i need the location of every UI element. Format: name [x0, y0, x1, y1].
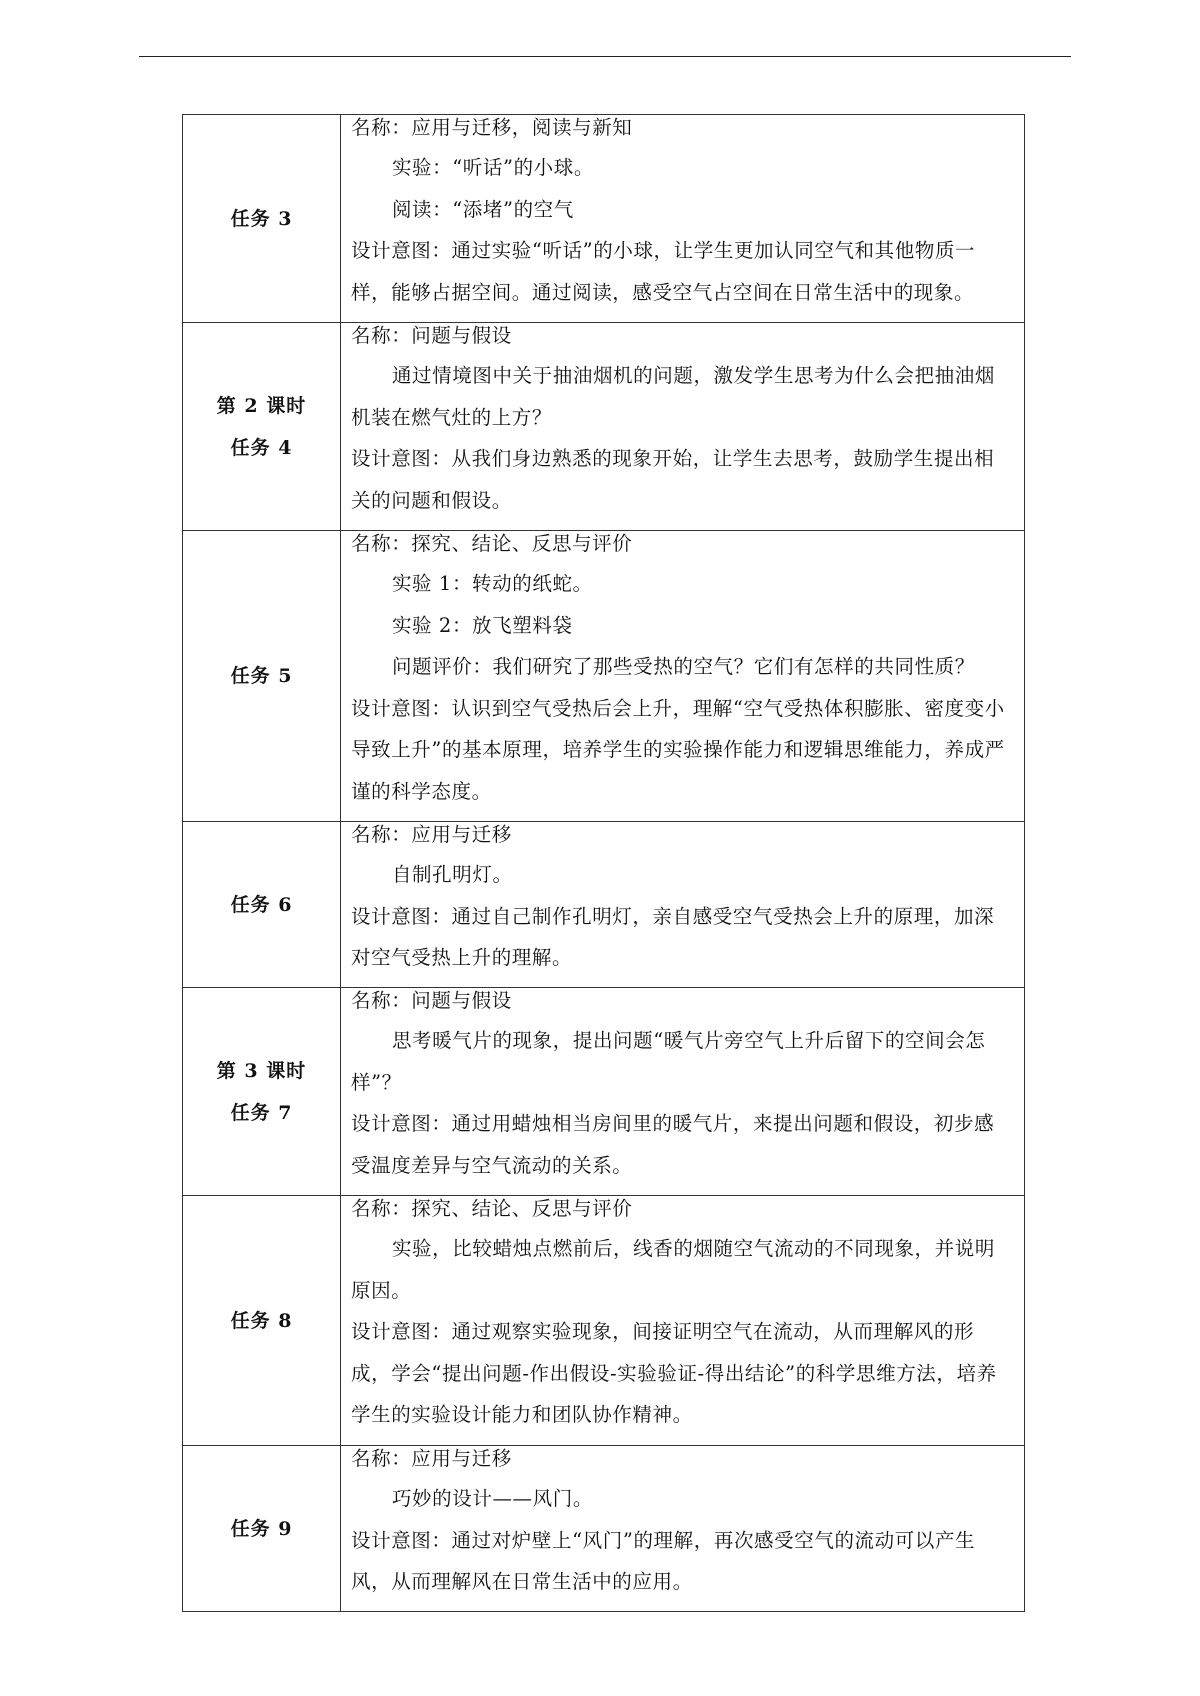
task-name: 名称：应用与迁移，阅读与新知 [351, 116, 633, 139]
task-label: 任务 6 [230, 893, 293, 916]
task-name: 名称：探究、结论、反思与评价 [351, 532, 633, 555]
lesson-task-table [182, 114, 1025, 1612]
task-content-cell [341, 822, 1025, 988]
task-paragraph: 实验：“听话”的小球。 [391, 156, 594, 179]
design-intent: 设计意图：通过用蜡烛相当房间里的暖气片，来提出问题和假设，初步感受温度差异与空气流动的关系。 [351, 1112, 995, 1177]
task-label-cell [183, 1196, 341, 1446]
task-name: 名称：应用与迁移 [351, 1447, 512, 1470]
task-paragraph: 自制孔明灯。 [391, 863, 513, 886]
task-paragraph: 实验 2：放飞塑料袋 [391, 613, 573, 637]
task-content-cell [341, 115, 1025, 323]
task-content-cell [341, 531, 1025, 822]
table-row [183, 822, 1025, 988]
task-name: 名称：应用与迁移 [351, 823, 512, 846]
task-content-cell [341, 1446, 1025, 1612]
task-label-cell [183, 1446, 341, 1612]
task-paragraph: 阅读：“添堵”的空气 [391, 197, 574, 221]
task-paragraph: 巧妙的设计——风门。 [391, 1487, 593, 1510]
task-paragraph: 问题评价：我们研究了那些受热的空气？它们有怎样的共同性质？ [391, 655, 975, 678]
task-label: 任务 3 [230, 207, 293, 230]
task-label-cell [183, 531, 341, 822]
table-row [183, 115, 1025, 323]
design-intent: 设计意图：通过自己制作孔明灯，亲自感受空气受热会上升的原理，加深对空气受热上升的理解。 [351, 904, 995, 969]
task-label: 任务 7 [230, 1101, 293, 1124]
task-paragraph: 实验，比较蜡烛点燃前后，线香的烟随空气流动的不同现象，并说明原因。 [351, 1237, 995, 1302]
task-paragraph: 思考暖气片的现象，提出问题“暖气片旁空气上升后留下的空间会怎样”？ [351, 1029, 986, 1094]
task-content-cell [341, 988, 1025, 1196]
task-label: 任务 5 [230, 665, 293, 687]
task-paragraph: 实验 1：转动的纸蛇。 [391, 572, 593, 595]
lesson-label: 第 2 课时 [216, 394, 307, 417]
task-name: 名称：问题与假设 [351, 989, 512, 1012]
table-row [183, 1446, 1025, 1612]
design-intent: 设计意图：从我们身边熟悉的现象开始，让学生去思考，鼓励学生提出相关的问题和假设。 [351, 447, 995, 512]
task-content-cell [341, 323, 1025, 531]
task-content-cell [341, 1196, 1025, 1446]
task-label: 任务 9 [230, 1517, 293, 1540]
task-label: 任务 8 [230, 1309, 293, 1332]
design-intent: 设计意图：通过观察实验现象，间接证明空气在流动，从而理解风的形成，学会“提出问题-作出假设-实验验证-得出结论”的科学思维方法，培养学生的实验设计能力和团队协作精神。 [351, 1320, 997, 1426]
table-row [183, 988, 1025, 1196]
task-label-cell [183, 323, 341, 531]
task-name: 名称：问题与假设 [351, 324, 512, 347]
task-label-cell [183, 115, 341, 323]
task-label: 任务 4 [230, 436, 293, 459]
header-rule [139, 56, 1071, 57]
task-label-cell [183, 822, 341, 988]
task-label-cell [183, 988, 341, 1196]
table-row [183, 531, 1025, 822]
table-row [183, 323, 1025, 531]
design-intent: 设计意图：通过实验“听话”的小球，让学生更加认同空气和其他物质一样，能够占据空间。通过阅读，感受空气占空间在日常生活中的现象。 [351, 239, 976, 304]
task-name: 名称：探究、结论、反思与评价 [351, 1197, 633, 1220]
design-intent: 设计意图：认识到空气受热后会上升，理解“空气受热体积膨胀、密度变小导致上升”的基本原理，培养学生的实验操作能力和逻辑思维能力，养成严谨的科学态度。 [351, 696, 1005, 803]
task-paragraph: 通过情境图中关于抽油烟机的问题，激发学生思考为什么会把抽油烟机装在燃气灶的上方？ [351, 364, 995, 429]
table-row [183, 1196, 1025, 1446]
lesson-label: 第 3 课时 [216, 1059, 307, 1082]
design-intent: 设计意图：通过对炉壁上“风门”的理解，再次感受空气的流动可以产生风，从而理解风在日常生活中的应用。 [351, 1528, 976, 1593]
